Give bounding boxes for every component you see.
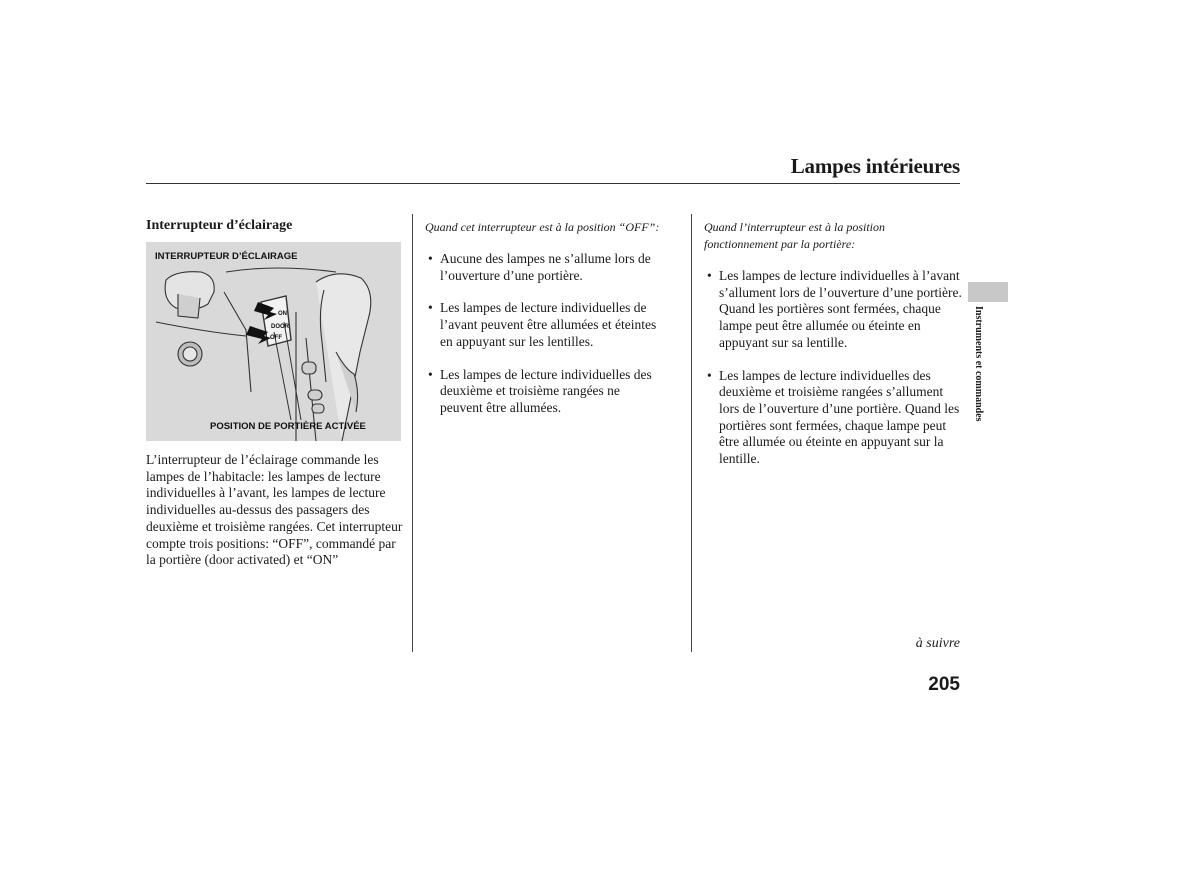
page-number: 205: [928, 674, 960, 695]
title-divider: [146, 183, 960, 184]
list-item: • Les lampes de lecture individuelles des deuxième et troisième rangées s’allument lors de l’ouverture d’une portière. Quand les portières sont fermées, chaque lampe peut être allumée ou éteinte en appuyant sur la lentille.: [707, 368, 962, 468]
list-item: • Les lampes de lecture individuelles à l’avant s’allument lors de l’ouverture d’une portière. Quand les portières sont fermées, chaque lampe peut être allumée ou éteinte en appuyant sur sa lentille.: [707, 268, 962, 352]
door-position-heading: Quand l’interrupteur est à la position fonctionnement par la portière:: [704, 220, 885, 251]
continued-note: à suivre: [915, 636, 960, 651]
intro-paragraph: L’interrupteur de l’éclairage commande les lampes de l’habitacle: les lampes de lecture individuelles à l’avant, les lampes de lecture individuelles au-dessus des passagers des deuxième et troisième rangées. Cet interrupteur compte trois positions: “OFF”, commandé par la portière (door activated) et “ON”: [146, 452, 403, 568]
switch-off-label: OFF: [270, 335, 282, 341]
column-divider-left: [412, 214, 413, 652]
figure-label-switch: INTERRUPTEUR D’ÉCLAIRAGE: [155, 251, 298, 262]
section-tab-label: Instruments et commandes: [973, 306, 984, 422]
off-position-heading: Quand cet interrupteur est à la position “OFF”:: [425, 220, 660, 234]
page-title: Lampes intérieures: [790, 154, 960, 178]
dashboard-drawing: [146, 242, 401, 441]
list-item: • Les lampes de lecture individuelles des deuxième et troisième rangées ne peuvent être allumées.: [428, 367, 658, 417]
list-item: • Aucune des lampes ne s’allume lors de l’ouverture d’une portière.: [428, 251, 658, 284]
switch-on-label: ON: [278, 311, 287, 317]
figure-label-door-position: POSITION DE PORTIÈRE ACTIVÉE: [210, 421, 366, 432]
column-divider-right: [691, 214, 692, 652]
section-tab: [968, 282, 1008, 302]
list-item: • Les lampes de lecture individuelles de l’avant peuvent être allumées et éteintes en appuyant sur les lentilles.: [428, 300, 658, 350]
off-position-list: [428, 251, 658, 433]
section-heading: Interrupteur d’éclairage: [146, 218, 293, 233]
switch-illustration: [146, 242, 401, 441]
switch-door-label: DOOR: [271, 324, 289, 330]
door-position-list: [707, 268, 962, 484]
